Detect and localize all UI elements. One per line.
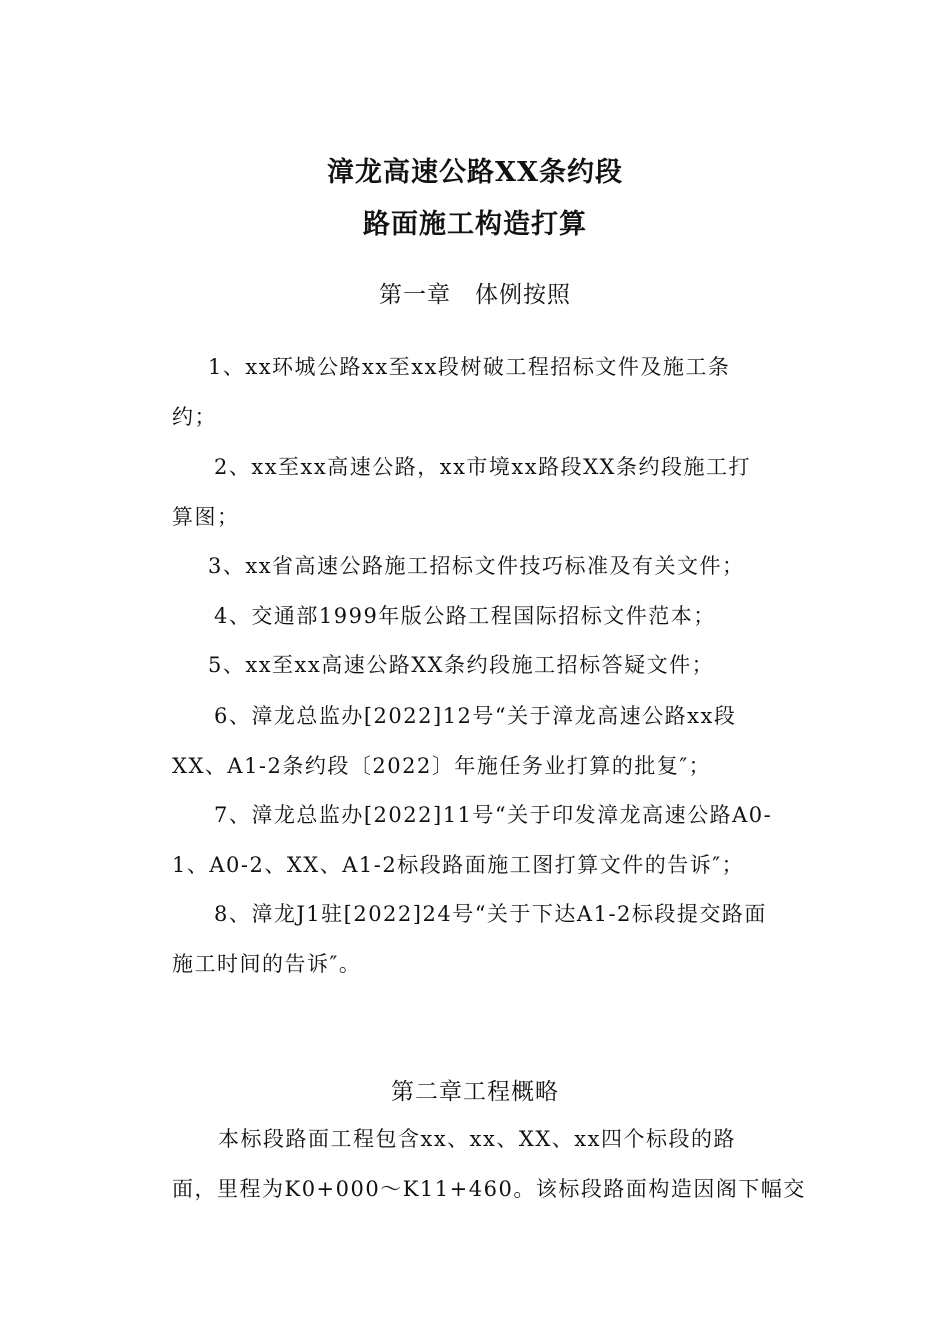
reference-item-3: 3、xx省高速公路施工招标文件技巧标准及有关文件； bbox=[208, 554, 745, 578]
reference-item-8-line-1: 8、漳龙J1驻[2022]24号“关于下达A1-2标段提交路面 bbox=[214, 902, 767, 926]
reference-item-2-line-1: 2、xx至xx高速公路，xx市境xx路段XX条约段施工打 bbox=[214, 455, 752, 479]
reference-item-5: 5、xx至xx高速公路XX条约段施工招标答疑文件； bbox=[208, 653, 715, 677]
reference-item-6-line-2: XX、A1-2条约段〔2022〕年施任务业打算的批复″； bbox=[172, 754, 712, 778]
document-title-line-2: 路面施工构造打算 bbox=[363, 209, 587, 240]
reference-item-7-line-1: 7、漳龙总监办[2022]11号“关于印发漳龙高速公路A0- bbox=[214, 803, 773, 827]
overview-paragraph-line-2: 面，里程为K0+000～K11+460。该标段路面构造因阁下幅交 bbox=[172, 1177, 806, 1201]
reference-item-1-line-1: 1、xx环城公路xx至xx段树破工程招标文件及施工条 bbox=[208, 355, 731, 379]
chapter-1-heading: 第一章 体例按照 bbox=[379, 282, 571, 308]
reference-item-6-line-1: 6、漳龙总监办[2022]12号“关于漳龙高速公路xx段 bbox=[214, 704, 737, 728]
chapter-2-heading: 第二章工程概略 bbox=[391, 1079, 559, 1105]
reference-item-8-line-2: 施工时间的告诉″。 bbox=[172, 952, 362, 976]
overview-paragraph-line-1: 本标段路面工程包含xx、xx、XX、xx四个标段的路 bbox=[218, 1127, 736, 1151]
reference-item-4: 4、交通部1999年版公路工程国际招标文件范本； bbox=[214, 604, 716, 628]
reference-item-7-line-2: 1、A0-2、XX、A1-2标段路面施工图打算文件的告诉″； bbox=[172, 853, 745, 877]
reference-item-2-line-2: 算图； bbox=[172, 505, 240, 529]
reference-item-1-line-2: 约； bbox=[172, 405, 217, 429]
document-title-line-1: 漳龙高速公路XX条约段 bbox=[327, 157, 623, 188]
